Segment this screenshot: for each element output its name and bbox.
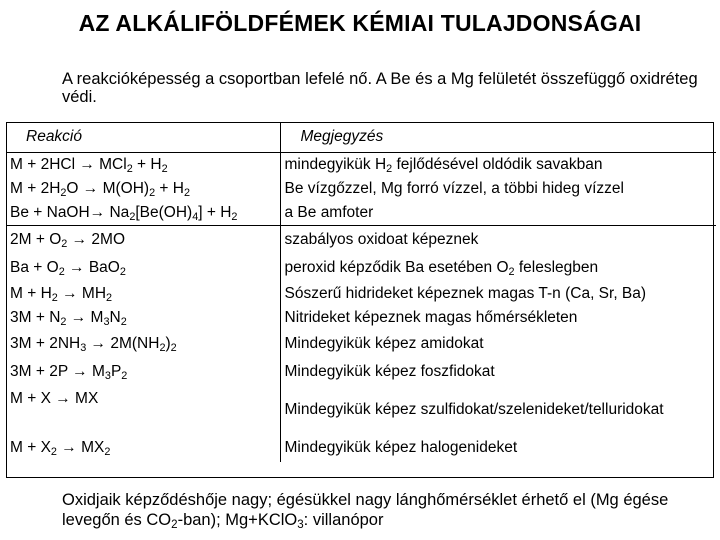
- reaction-cell: M + X → MX: [6, 386, 280, 434]
- table-row: [6, 386, 716, 434]
- table-row: [6, 201, 716, 226]
- note-cell: mindegyikük $H_2$ fejlődésével oldódik savakban: [284, 156, 603, 175]
- reaction-cell: $M + 2H_2O \to M(OH)_2 + H_2$: [6, 177, 280, 201]
- page-title: AZ ALKÁLIFÖLDFÉMEK KÉMIAI TULAJDONSÁGAI: [78, 10, 642, 36]
- table-row: [6, 226, 716, 255]
- reaction-cell: $2M + O_2 \to 2MO$: [6, 226, 280, 255]
- note-cell: Nitrideket képeznek magas hőmérsékleten: [284, 309, 578, 326]
- table-row: [6, 254, 716, 282]
- reaction-cell: $M + H_2 \to MH_2$: [6, 282, 280, 306]
- header-note: Megjegyzés: [280, 122, 716, 153]
- reaction-cell: $3M + 2NH_3 \to 2M(NH_2)_2$: [6, 330, 280, 358]
- note-cell: Mindegyikük képez amidokat: [284, 335, 484, 352]
- reaction-cell: $3M + N_2 \to M_3N_2$: [6, 306, 280, 330]
- table-row: [6, 330, 716, 358]
- table-row: [6, 177, 716, 201]
- reaction-cell: $3M + 2P \to M_3P_2$: [6, 358, 280, 386]
- table-row: [6, 358, 716, 386]
- note-cell: Be vízgőzzel, Mg forró vízzel, a többi hideg vízzel: [284, 180, 624, 197]
- table-row: [6, 306, 716, 330]
- table-row: [6, 282, 716, 306]
- table-row: [6, 153, 716, 178]
- header-reaction: Reakció: [6, 122, 280, 153]
- note-cell: Mindegyikük képez foszfidokat: [284, 363, 495, 380]
- reaction-cell: $Ba + O_2 \to BaO_2$: [6, 254, 280, 282]
- reaction-cell: Be + NaOH→ $Na_2[Be(OH)_4] + H_2$: [6, 201, 280, 226]
- table-row: [6, 434, 716, 462]
- note-cell: Mindegyikük képez szulfidokat/szelenideket/telluridokat: [284, 401, 664, 418]
- note-cell: Sószerű hidrideket képeznek magas T-n (Ca, Sr, Ba): [284, 285, 647, 302]
- reaction-cell: $M + X_2 \to MX_2$: [6, 434, 280, 462]
- intro-text: A reakcióképesség a csoportban lefelé nő. A Be és a Mg felületét összefüggő oxidréteg védi.: [62, 70, 698, 106]
- outro-text: Oxidjaik képződéshője nagy; égésükkel nagy lánghőmérséklet érhető el (Mg égése levegőn és $CO_2-ban$); Mg+KClO$_3$: villanópor: [62, 491, 669, 531]
- note-cell: a Be amfoter: [280, 201, 716, 226]
- reaction-table: [6, 122, 716, 462]
- note-cell: Mindegyikük képez halogenideket: [284, 439, 518, 456]
- note-cell: peroxid képződik Ba esetében $O_2$ feleslegben: [284, 259, 599, 278]
- reaction-cell: $M + 2HCl \to MCl_2 + H_2$: [6, 153, 280, 178]
- note-cell: szabályos oxidoat képeznek: [284, 231, 479, 248]
- table-header-row: [6, 122, 716, 153]
